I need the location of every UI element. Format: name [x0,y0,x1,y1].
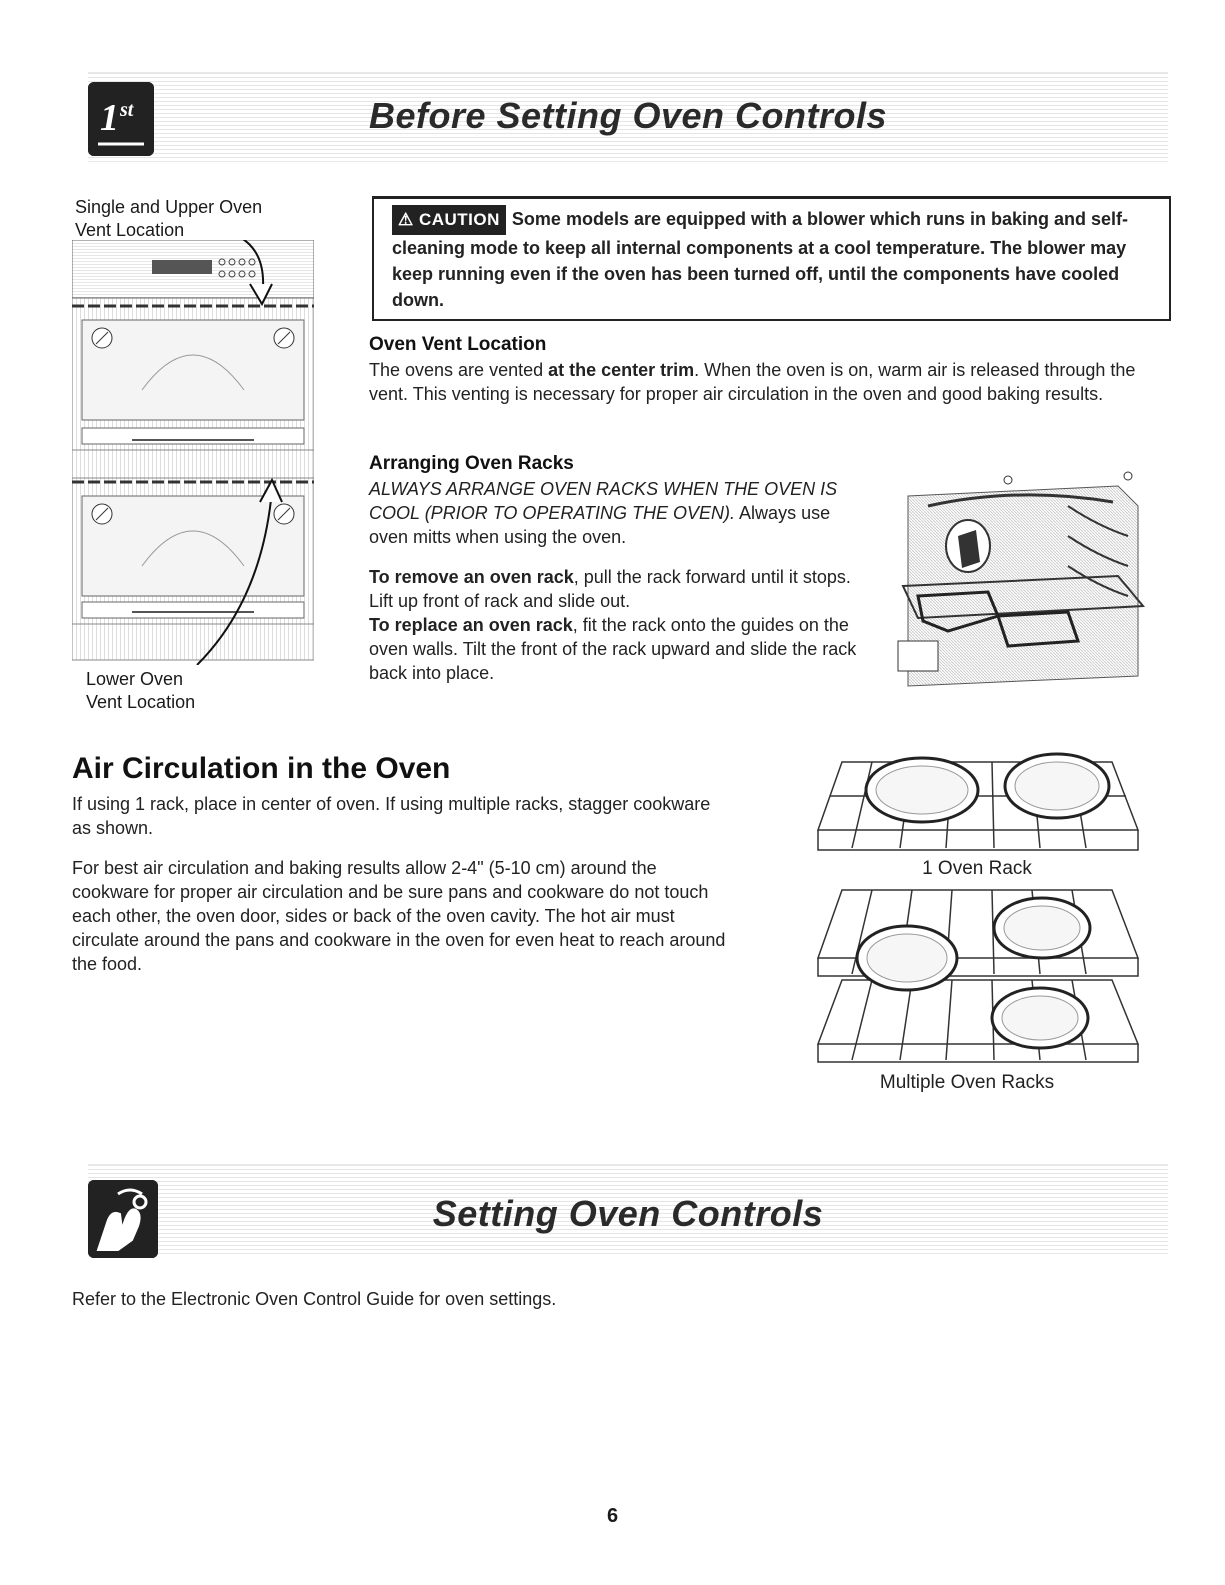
air-para2: For best air circulation and baking results allow 2-4" (5-10 cm) around the cookware for proper air circulation and be sure pans and cookware do not touch each other, the oven door, sides or back of the oven cavity. The hot air must circulate around the pans and cookware in the oven for even heat to reach around the food. [72,858,726,974]
first-step-icon [88,82,154,156]
oven-vent-text: The ovens are vented at the center trim. When the oven is on, warm air is released through the vent. This venting is necessary for proper air circulation in the oven and good baking results. [369,360,1136,404]
oven-interior-illustration [888,466,1150,694]
setting-text: Refer to the Electronic Oven Control Guide for oven settings. [72,1289,557,1309]
lower-vent-label: Lower Oven Vent Location [86,669,196,712]
racks-remove: To remove an oven rack, pull the rack forward until it stops. Lift up front of rack and slide out. [369,567,851,611]
caution-tag: ⚠ CAUTION [392,205,506,235]
oven-vent-section [369,334,1169,406]
racks-intro: ALWAYS ARRANGE OVEN RACKS WHEN THE OVEN IS COOL (PRIOR TO OPERATING THE OVEN). Always use oven mitts when using the oven. [369,479,838,547]
wall-oven-illustration [72,240,314,665]
page-title: Before Setting Oven Controls [368,95,888,136]
racks-replace: To replace an oven rack, fit the rack onto the guides on the oven walls. Tilt the front of the rack upward and slide the rack back into place. [369,615,857,683]
svg-text:1: 1 [100,97,119,139]
multiple-racks-caption: Multiple Oven Racks [879,1072,1055,1093]
oven-vent-heading: Oven Vent Location [369,334,547,355]
air-section [72,752,732,976]
racks-section [369,453,869,685]
air-para1: If using 1 rack, place in center of oven. If using multiple racks, stagger cookware as shown. [72,794,711,838]
page-number: 6 [606,1505,619,1527]
air-heading: Air Circulation in the Oven [72,752,451,785]
setting-banner [88,1164,1168,1254]
single-rack-caption: 1 Oven Rack [922,858,1032,879]
racks-heading: Arranging Oven Racks [369,453,574,474]
caution-text: ⚠ CAUTION Some models are equipped with a blower which runs in baking and self-cleaning mode to keep all internal components at a cool temperature. The blower may keep running even if the oven has been turned off, until the components have cooled down. [374,199,1169,313]
multiple-racks-illustration [812,884,1142,1070]
caution-box [372,196,1171,321]
setting-title: Setting Oven Controls [432,1193,824,1234]
upper-vent-label: Single and Upper Oven Vent Location [75,197,263,240]
svg-text:st: st [120,99,134,121]
single-rack-illustration [812,752,1142,860]
header-banner [88,72,1168,162]
hand-pressing-icon [88,1180,158,1258]
